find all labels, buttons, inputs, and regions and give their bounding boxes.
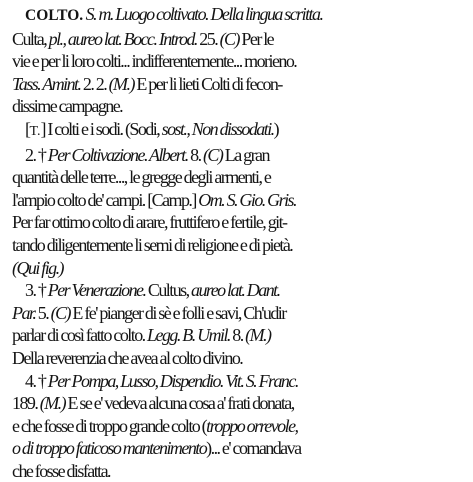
editor-mark: T. (29, 123, 41, 139)
quotation-text: )... e' comandava (206, 438, 301, 459)
entry-line-13 (12, 279, 463, 302)
quotation-text: E fe' pianger di sè e folli e savi, Ch'udir (69, 302, 286, 323)
quotation-text: Per far ottimo colto di arare, fruttifero e fertile, git- (12, 212, 287, 233)
gloss-text: troppo orrevole, (206, 415, 298, 436)
quotation-text: dissime campagne. (12, 96, 123, 117)
entry-line-16 (12, 347, 463, 370)
quotation-text: quantità delle terre..., le gregge degli armenti, e (12, 167, 271, 188)
entry-line-15 (12, 324, 463, 347)
definition-text: S. m. Luogo coltivato. Della lingua scritta. (83, 4, 323, 24)
source-marker: (C) (219, 28, 239, 49)
sense-number: 4. † (25, 370, 48, 391)
latin-reference: pl., aureo lat. Bocc. Introd. (48, 28, 197, 49)
entry-line-21 (12, 460, 463, 482)
entry-line-4 (12, 73, 463, 96)
source-marker: (M.) (39, 393, 66, 414)
entry-line-19 (12, 415, 463, 438)
entry-line-10 (12, 211, 463, 234)
entry-line-5 (12, 95, 463, 118)
citation-number: 189. (12, 393, 40, 414)
entry-line-11 (12, 234, 463, 257)
entry-line-8 (12, 166, 463, 189)
citation-number: 5. (35, 302, 51, 323)
entry-line-6 (12, 118, 463, 144)
citation-source: Legg. B. Umil. (147, 325, 230, 346)
gloss-text: o di troppo faticoso mantenimento (12, 438, 207, 459)
entry-line-12 (12, 257, 463, 280)
entry-text: Culta, (12, 28, 49, 49)
entry-text: Per le (238, 28, 274, 49)
quotation-text: La gran (222, 144, 269, 165)
quotation-text: parlar di così fatto colto. (12, 325, 148, 346)
gloss-text: sost., Non dissodati. (161, 118, 274, 139)
entry-line-9 (12, 189, 463, 212)
usage-note: (Qui fig.) (12, 257, 63, 278)
quotation-text: tando diligentemente li semi di religione e di pietà. (12, 234, 293, 255)
entry-line-3 (12, 50, 463, 73)
sense-definition: Per Venerazione. (47, 280, 146, 301)
sense-definition: Per Pompa, Lusso, Dispendio. Vit. S. Franc. (47, 370, 298, 391)
bracket: [ (25, 118, 30, 139)
sense-number: 3. † (25, 280, 48, 301)
quotation-text: vie e per li loro colti... indifferentemente... morieno. (12, 51, 297, 72)
entry-line-17 (12, 370, 463, 393)
quotation-text: E per li lieti Colti di fecon- (133, 73, 282, 94)
citation-source: Om. S. Gio. Gris. (198, 189, 296, 210)
citation-number: 25. (196, 28, 220, 49)
headword: COLTO. (25, 7, 84, 24)
source-marker: (M.) (245, 325, 271, 346)
entry-line-18 (12, 392, 463, 415)
entry-text: ) (273, 118, 279, 139)
entry-line-2 (12, 28, 463, 51)
citation-number: 8. (229, 325, 246, 346)
citation-source: Tass. Amint. (12, 73, 81, 94)
citation-source: Par. (12, 302, 36, 323)
quotation-text: E se e' vedeva alcuna cosa a' frati donata, (65, 393, 294, 414)
entry-line-7 (12, 144, 463, 167)
source-marker: (C) (202, 144, 223, 165)
entry-line-14 (12, 302, 463, 325)
sense-definition: Per Coltivazione. Albert. (47, 144, 188, 165)
latin-term: Cultus, (145, 280, 192, 301)
citation-source: aureo lat. Dant. (191, 280, 280, 301)
quotation-text: Della reverenzia che avea al colto divino. (12, 347, 243, 368)
entry-text: ] I colti e i sodi. (Sodi, (40, 118, 162, 139)
entry-line-20 (12, 437, 463, 460)
sense-number: 2. † (25, 144, 48, 165)
quotation-text: e che fosse di troppo grande colto ( (12, 415, 207, 436)
quotation-text: che fosse disfatta. (12, 460, 111, 481)
citation-number: 2. 2. (80, 73, 109, 94)
source-marker: (M.) (108, 73, 134, 94)
source-marker: (C) (50, 302, 70, 323)
citation-number: 8. (187, 144, 203, 165)
quotation-text: l'ampio colto de' campi. [Camp.] (12, 189, 199, 210)
dictionary-entry-colto (12, 3, 463, 482)
entry-line-1 (12, 3, 463, 28)
